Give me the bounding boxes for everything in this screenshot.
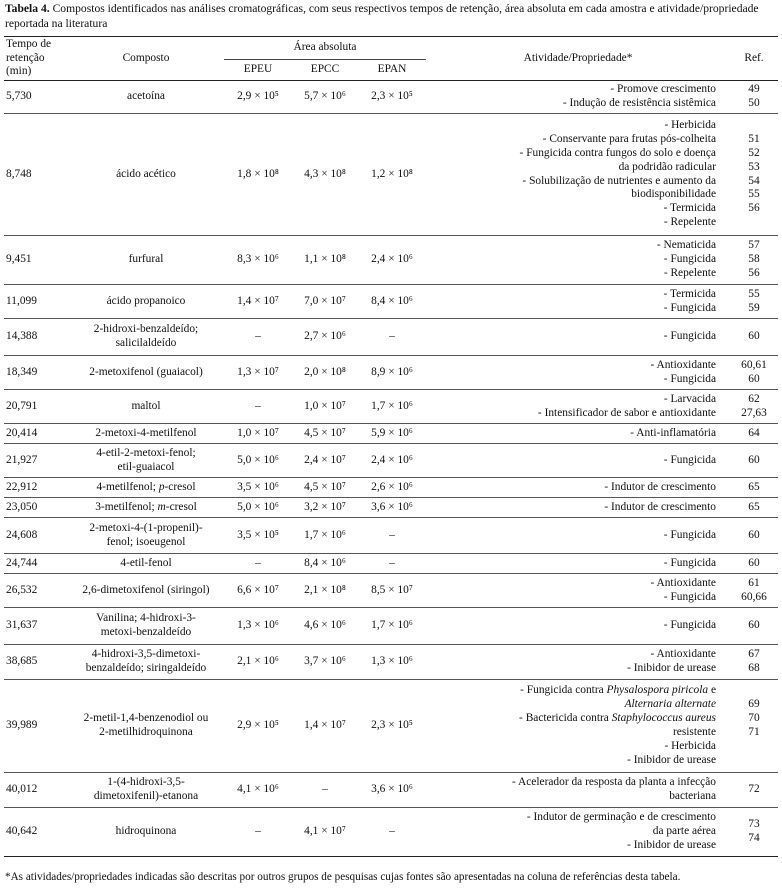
area-epan: 1,3 × 10⁶ bbox=[358, 645, 426, 680]
activity-line: - Inibidor de urease bbox=[627, 838, 716, 851]
compound-name-line: Vanilina; 4-hidroxi-3- bbox=[96, 612, 196, 625]
area-epeu: 5,0 × 10⁶ bbox=[224, 444, 292, 478]
activity-line: - Inibidor de urease bbox=[627, 662, 716, 674]
reference bbox=[730, 319, 778, 356]
compound-name-line: metoxi-benzaldeído bbox=[100, 626, 192, 638]
area-epcc: 1,0 × 10⁷ bbox=[292, 390, 358, 424]
reference-line: 65 bbox=[748, 480, 760, 493]
table-row bbox=[4, 808, 778, 857]
table-footnote: *As atividades/propriedades indicadas são descritas por outros grupos de pesquisas cujas fontes são apresentadas na coluna de referências desta tabela. bbox=[5, 871, 681, 883]
reference bbox=[730, 498, 778, 518]
compound-name-line: 3-metilfenol; m-cresol bbox=[95, 500, 197, 513]
reference-line bbox=[730, 740, 778, 754]
compound-name bbox=[68, 114, 224, 236]
area-epan: 8,4 × 10⁶ bbox=[358, 285, 426, 319]
reference bbox=[730, 444, 778, 478]
activity-line: - Fungicida bbox=[663, 372, 716, 385]
area-epan: – bbox=[358, 319, 426, 356]
reference-line: 61 bbox=[748, 576, 760, 589]
reference-line: 59 bbox=[748, 301, 760, 314]
area-epcc: 4,1 × 10⁷ bbox=[292, 808, 358, 857]
reference-line: 49 bbox=[748, 83, 760, 96]
activity-line: - Repelente bbox=[663, 216, 716, 229]
area-epeu: 1,3 × 10⁷ bbox=[224, 356, 292, 390]
activity-line: - Bactericida contra Staphylococcus aureus bbox=[519, 712, 716, 725]
retention-time: 38,685 bbox=[4, 645, 68, 680]
reference bbox=[730, 680, 778, 773]
activity bbox=[426, 356, 730, 390]
area-epeu: 1,4 × 10⁷ bbox=[224, 285, 292, 319]
activity-line: resistente bbox=[672, 726, 716, 738]
area-epcc: 2,1 × 10⁸ bbox=[292, 574, 358, 608]
compound-name-line: 2-metoxi-4-metilfenol bbox=[95, 426, 197, 439]
compound-name bbox=[68, 236, 224, 285]
area-epeu: 6,6 × 10⁷ bbox=[224, 574, 292, 608]
header-ref: Ref. bbox=[730, 37, 778, 81]
compound-name bbox=[68, 478, 224, 498]
activity-line: - Solubilização de nutrientes e aumento da bbox=[522, 174, 716, 187]
reference-line: 60 bbox=[748, 372, 760, 385]
activity bbox=[426, 645, 730, 680]
compound-name bbox=[68, 518, 224, 554]
retention-time: 31,637 bbox=[4, 608, 68, 645]
activity-line: bacteriana bbox=[669, 790, 716, 802]
area-epcc: 3,7 × 10⁶ bbox=[292, 645, 358, 680]
area-epeu: 8,3 × 10⁶ bbox=[224, 236, 292, 285]
reference-line: 56 bbox=[748, 202, 760, 215]
area-epcc: 1,7 × 10⁶ bbox=[292, 518, 358, 554]
activity-line: da podridão radicular bbox=[618, 160, 716, 173]
area-epan: 5,9 × 10⁶ bbox=[358, 424, 426, 444]
activity-line: - Fungicida bbox=[663, 330, 716, 343]
reference-line: 67 bbox=[748, 648, 760, 661]
area-epan: 2,6 × 10⁶ bbox=[358, 478, 426, 498]
area-epcc: 2,0 × 10⁸ bbox=[292, 356, 358, 390]
retention-time: 24,744 bbox=[4, 554, 68, 574]
activity-line: - Antioxidante bbox=[650, 576, 716, 589]
retention-time: 11,099 bbox=[4, 285, 68, 319]
reference-line: 60,61 bbox=[741, 358, 767, 371]
reference bbox=[730, 424, 778, 444]
area-epan: 8,5 × 10⁷ bbox=[358, 574, 426, 608]
retention-time: 40,642 bbox=[4, 808, 68, 857]
area-epan: – bbox=[358, 554, 426, 574]
table-row bbox=[4, 114, 778, 236]
area-epan: 2,4 × 10⁶ bbox=[358, 444, 426, 478]
compound-name-line: ácido acético bbox=[116, 167, 176, 180]
area-epcc: 4,5 × 10⁷ bbox=[292, 478, 358, 498]
table-row bbox=[4, 285, 778, 319]
table-row bbox=[4, 608, 778, 645]
table-row bbox=[4, 680, 778, 773]
activity-line: - Antioxidante bbox=[650, 358, 716, 371]
compound-name bbox=[68, 554, 224, 574]
table-row bbox=[4, 478, 778, 498]
compound-name-line: furfural bbox=[128, 253, 164, 266]
reference-line: 58 bbox=[748, 253, 760, 266]
area-epcc: 2,7 × 10⁶ bbox=[292, 319, 358, 356]
area-epeu: 4,1 × 10⁶ bbox=[224, 773, 292, 808]
activity-line: - Larvacida bbox=[663, 392, 716, 405]
reference-line: 57 bbox=[748, 239, 760, 252]
area-epeu: 3,5 × 10⁵ bbox=[224, 518, 292, 554]
compound-name-line: fenol; isoeugenol bbox=[106, 535, 186, 548]
table-row bbox=[4, 424, 778, 444]
table-row bbox=[4, 81, 778, 114]
compound-name-line: etil-guaiacol bbox=[117, 460, 175, 473]
reference-line: 27,63 bbox=[741, 406, 767, 419]
activity bbox=[426, 554, 730, 574]
caption-text: Compostos identificados nas análises cromatográficas, com seus respectivos tempos de retenção, área absoluta em cada amostra e atividade/propriedade reportada na literatura bbox=[5, 2, 759, 30]
activity-line: - Fungicida bbox=[663, 301, 716, 314]
activity-line: - Intensificador de sabor e antioxidante bbox=[537, 406, 716, 419]
activity bbox=[426, 518, 730, 554]
activity-line: - Promove crescimento bbox=[610, 83, 716, 96]
compound-name-line: 2-metil-1,4-benzenodiol ou bbox=[83, 712, 209, 725]
area-epcc: 4,3 × 10⁸ bbox=[292, 114, 358, 236]
reference-line: 53 bbox=[748, 160, 760, 173]
reference bbox=[730, 808, 778, 857]
activity-line: da parte aérea bbox=[652, 825, 716, 838]
table-row bbox=[4, 390, 778, 424]
retention-time: 40,012 bbox=[4, 773, 68, 808]
area-epan: 1,7 × 10⁶ bbox=[358, 608, 426, 645]
reference-line: 51 bbox=[748, 132, 760, 145]
compound-name bbox=[68, 424, 224, 444]
compound-name bbox=[68, 285, 224, 319]
reference-line: 60 bbox=[748, 556, 760, 569]
area-epan: 3,6 × 10⁶ bbox=[358, 773, 426, 808]
activity-line: - Conservante para frutas pós-colheita bbox=[542, 132, 716, 145]
activity-line: - Herbicida bbox=[664, 739, 716, 752]
table-row bbox=[4, 554, 778, 574]
compound-name-line: 4-hidroxi-3,5-dimetoxi- bbox=[91, 648, 201, 661]
compound-name-line: 2-metoxifenol (guaiacol) bbox=[89, 365, 203, 378]
area-epcc: 4,5 × 10⁷ bbox=[292, 424, 358, 444]
compound-name bbox=[68, 444, 224, 478]
area-epeu: 1,0 × 10⁷ bbox=[224, 424, 292, 444]
activity-line: - Termicida bbox=[663, 287, 716, 300]
reference-line: 62 bbox=[748, 392, 760, 405]
reference-line: 55 bbox=[748, 188, 760, 201]
reference-line: 64 bbox=[748, 426, 760, 439]
retention-time: 20,414 bbox=[4, 424, 68, 444]
activity bbox=[426, 390, 730, 424]
compound-name bbox=[68, 645, 224, 680]
compound-name bbox=[68, 680, 224, 773]
compound-name bbox=[68, 390, 224, 424]
compound-name bbox=[68, 319, 224, 356]
activity bbox=[426, 424, 730, 444]
compound-name-line: acetoína bbox=[127, 90, 165, 103]
reference bbox=[730, 518, 778, 554]
compound-name bbox=[68, 808, 224, 857]
activity-line: - Nematicida bbox=[656, 239, 716, 252]
table-row bbox=[4, 319, 778, 356]
reference bbox=[730, 114, 778, 236]
activity bbox=[426, 808, 730, 857]
table-row bbox=[4, 574, 778, 608]
reference bbox=[730, 356, 778, 390]
area-epcc: 5,7 × 10⁶ bbox=[292, 81, 358, 114]
reference-line: 60 bbox=[748, 453, 760, 466]
activity-line: - Fungicida bbox=[663, 453, 716, 466]
compound-name-line: 2,6-dimetoxifenol (siringol) bbox=[82, 583, 210, 596]
area-epan: 2,3 × 10⁵ bbox=[358, 680, 426, 773]
reference-line: 52 bbox=[748, 146, 760, 159]
reference bbox=[730, 608, 778, 645]
table-row bbox=[4, 773, 778, 808]
reference bbox=[730, 645, 778, 680]
compound-name-line: maltol bbox=[131, 399, 161, 412]
activity-line: - Fungicida contra Physalospora piricola e bbox=[520, 684, 716, 697]
retention-time: 14,388 bbox=[4, 319, 68, 356]
caption-label: Tabela 4. bbox=[5, 2, 50, 15]
compound-name bbox=[68, 608, 224, 645]
compound-name-line: 4-metilfenol; p-cresol bbox=[96, 480, 196, 493]
compound-name-line: 2-hidroxi-benzaldeído; bbox=[93, 323, 199, 336]
activity bbox=[426, 773, 730, 808]
header-activity: Atividade/Propriedade* bbox=[426, 37, 730, 81]
area-epan: 1,2 × 10⁸ bbox=[358, 114, 426, 236]
header-retention: Tempo de retenção (min) bbox=[4, 37, 68, 81]
activity-line: - Acelerador da resposta da planta a infecção bbox=[512, 776, 716, 789]
area-epan: 2,3 × 10⁵ bbox=[358, 81, 426, 114]
compound-name-line: 4-etil-2-metoxi-fenol; bbox=[96, 446, 196, 459]
area-epan: 3,6 × 10⁶ bbox=[358, 498, 426, 518]
compound-name bbox=[68, 356, 224, 390]
area-epeu: 2,9 × 10⁵ bbox=[224, 81, 292, 114]
activity-line: - Inibidor de urease bbox=[627, 753, 716, 766]
area-epan: 1,7 × 10⁶ bbox=[358, 390, 426, 424]
table-caption bbox=[5, 1, 777, 31]
area-epeu: – bbox=[224, 319, 292, 356]
activity-line: - Fungicida bbox=[663, 556, 716, 569]
reference-line: 70 bbox=[748, 712, 760, 725]
area-epan: 2,4 × 10⁶ bbox=[358, 236, 426, 285]
activity-line: Alternaria alternate bbox=[624, 698, 716, 711]
reference bbox=[730, 285, 778, 319]
compound-name-line: 2-metilhidroquinona bbox=[99, 726, 193, 738]
reference-line: 60,66 bbox=[741, 590, 767, 603]
activity-line: - Fungicida bbox=[663, 590, 716, 603]
activity bbox=[426, 319, 730, 356]
reference-line bbox=[730, 119, 778, 133]
activity-line: - Indução de resistência sistêmica bbox=[562, 97, 716, 109]
compound-name bbox=[68, 574, 224, 608]
header-epeu: EPEU bbox=[224, 60, 292, 81]
area-epcc: 7,0 × 10⁷ bbox=[292, 285, 358, 319]
reference-line: 60 bbox=[748, 528, 760, 541]
activity-line: - Indutor de crescimento bbox=[604, 500, 716, 513]
activity-line: - Herbicida bbox=[664, 118, 716, 131]
area-epeu: 2,9 × 10⁵ bbox=[224, 680, 292, 773]
activity-line: - Fungicida contra fungos do solo e doença bbox=[519, 146, 716, 159]
compound-name bbox=[68, 81, 224, 114]
activity bbox=[426, 285, 730, 319]
reference-line: 69 bbox=[748, 698, 760, 711]
compound-name-line: 4-etil-fenol bbox=[120, 556, 172, 569]
reference bbox=[730, 236, 778, 285]
table-row bbox=[4, 236, 778, 285]
activity bbox=[426, 444, 730, 478]
reference-line: 71 bbox=[748, 726, 760, 738]
compound-name-line: hidroquinona bbox=[115, 825, 177, 838]
area-epan: 8,9 × 10⁶ bbox=[358, 356, 426, 390]
activity-line: - Termicida bbox=[663, 202, 716, 215]
reference-line: 73 bbox=[748, 818, 760, 831]
area-epan: – bbox=[358, 518, 426, 554]
area-epcc: 2,4 × 10⁷ bbox=[292, 444, 358, 478]
activity-line: - Indutor de crescimento bbox=[604, 480, 716, 493]
compound-name-line: ácido propanoico bbox=[106, 294, 186, 307]
area-epeu: 1,3 × 10⁶ bbox=[224, 608, 292, 645]
header-epan: EPAN bbox=[358, 60, 426, 81]
area-epeu: 2,1 × 10⁶ bbox=[224, 645, 292, 680]
retention-time: 5,730 bbox=[4, 81, 68, 114]
reference bbox=[730, 554, 778, 574]
compounds-table bbox=[4, 36, 778, 857]
activity-line: - Indutor de germinação e de crescimento bbox=[526, 811, 716, 824]
header-compound: Composto bbox=[68, 37, 224, 81]
area-epcc: 1,4 × 10⁷ bbox=[292, 680, 358, 773]
area-epeu: – bbox=[224, 554, 292, 574]
table-row bbox=[4, 356, 778, 390]
activity-line: - Fungicida bbox=[663, 619, 716, 632]
area-epeu: 3,5 × 10⁶ bbox=[224, 478, 292, 498]
compound-name-line: 1-(4-hidroxi-3,5- bbox=[107, 776, 185, 789]
retention-time: 39,989 bbox=[4, 680, 68, 773]
retention-time: 23,050 bbox=[4, 498, 68, 518]
reference-line: 65 bbox=[748, 500, 760, 513]
reference bbox=[730, 773, 778, 808]
activity bbox=[426, 81, 730, 114]
table-row bbox=[4, 498, 778, 518]
compound-name-line: salicilaldeído bbox=[115, 337, 177, 349]
compound-name bbox=[68, 773, 224, 808]
area-epeu: 5,0 × 10⁶ bbox=[224, 498, 292, 518]
activity bbox=[426, 498, 730, 518]
retention-time: 22,912 bbox=[4, 478, 68, 498]
reference-line bbox=[730, 216, 778, 230]
activity bbox=[426, 478, 730, 498]
reference-line: 50 bbox=[748, 97, 760, 109]
table-row bbox=[4, 518, 778, 554]
retention-time: 20,791 bbox=[4, 390, 68, 424]
activity-line: - Fungicida bbox=[663, 253, 716, 266]
reference-line: 54 bbox=[748, 174, 760, 187]
area-epeu: – bbox=[224, 390, 292, 424]
table-body bbox=[4, 81, 778, 857]
reference-line: 55 bbox=[748, 287, 760, 300]
activity-line: - Antioxidante bbox=[650, 648, 716, 661]
area-epan: – bbox=[358, 808, 426, 857]
activity-line: biodisponibilidade bbox=[631, 188, 716, 201]
header-epcc: EPCC bbox=[292, 60, 358, 81]
activity bbox=[426, 680, 730, 773]
activity bbox=[426, 236, 730, 285]
table-row bbox=[4, 444, 778, 478]
compound-name-line: 2-metoxi-4-(1-propenil)- bbox=[89, 521, 203, 534]
reference bbox=[730, 574, 778, 608]
reference bbox=[730, 478, 778, 498]
reference-line: 60 bbox=[748, 619, 760, 632]
activity bbox=[426, 608, 730, 645]
area-epcc: 4,6 × 10⁶ bbox=[292, 608, 358, 645]
activity bbox=[426, 114, 730, 236]
area-epeu: – bbox=[224, 808, 292, 857]
reference-line: 74 bbox=[748, 832, 760, 844]
activity-line: - Anti-inflamatória bbox=[630, 426, 716, 439]
reference-line bbox=[730, 684, 778, 698]
header-area: Área absoluta bbox=[224, 37, 426, 60]
reference-line: 60 bbox=[748, 330, 760, 343]
area-epcc: 1,1 × 10⁸ bbox=[292, 236, 358, 285]
activity-line: - Fungicida bbox=[663, 528, 716, 541]
reference-line: 68 bbox=[748, 662, 760, 674]
activity bbox=[426, 574, 730, 608]
area-epcc: 3,2 × 10⁷ bbox=[292, 498, 358, 518]
retention-time: 8,748 bbox=[4, 114, 68, 236]
compound-name-line: dimetoxifenil)-etanona bbox=[93, 790, 199, 802]
reference bbox=[730, 390, 778, 424]
reference bbox=[730, 81, 778, 114]
retention-time: 9,451 bbox=[4, 236, 68, 285]
retention-time: 24,608 bbox=[4, 518, 68, 554]
reference-line: 72 bbox=[748, 783, 760, 796]
reference-line: 56 bbox=[748, 266, 760, 279]
compound-name bbox=[68, 498, 224, 518]
area-epcc: – bbox=[292, 773, 358, 808]
activity-line: - Repelente bbox=[663, 266, 716, 279]
retention-time: 18,349 bbox=[4, 356, 68, 390]
compound-name-line: benzaldeído; siringaldeído bbox=[85, 662, 207, 674]
area-epeu: 1,8 × 10⁸ bbox=[224, 114, 292, 236]
retention-time: 21,927 bbox=[4, 444, 68, 478]
area-epcc: 8,4 × 10⁶ bbox=[292, 554, 358, 574]
retention-time: 26,532 bbox=[4, 574, 68, 608]
table-row bbox=[4, 645, 778, 680]
reference-line bbox=[730, 754, 778, 768]
